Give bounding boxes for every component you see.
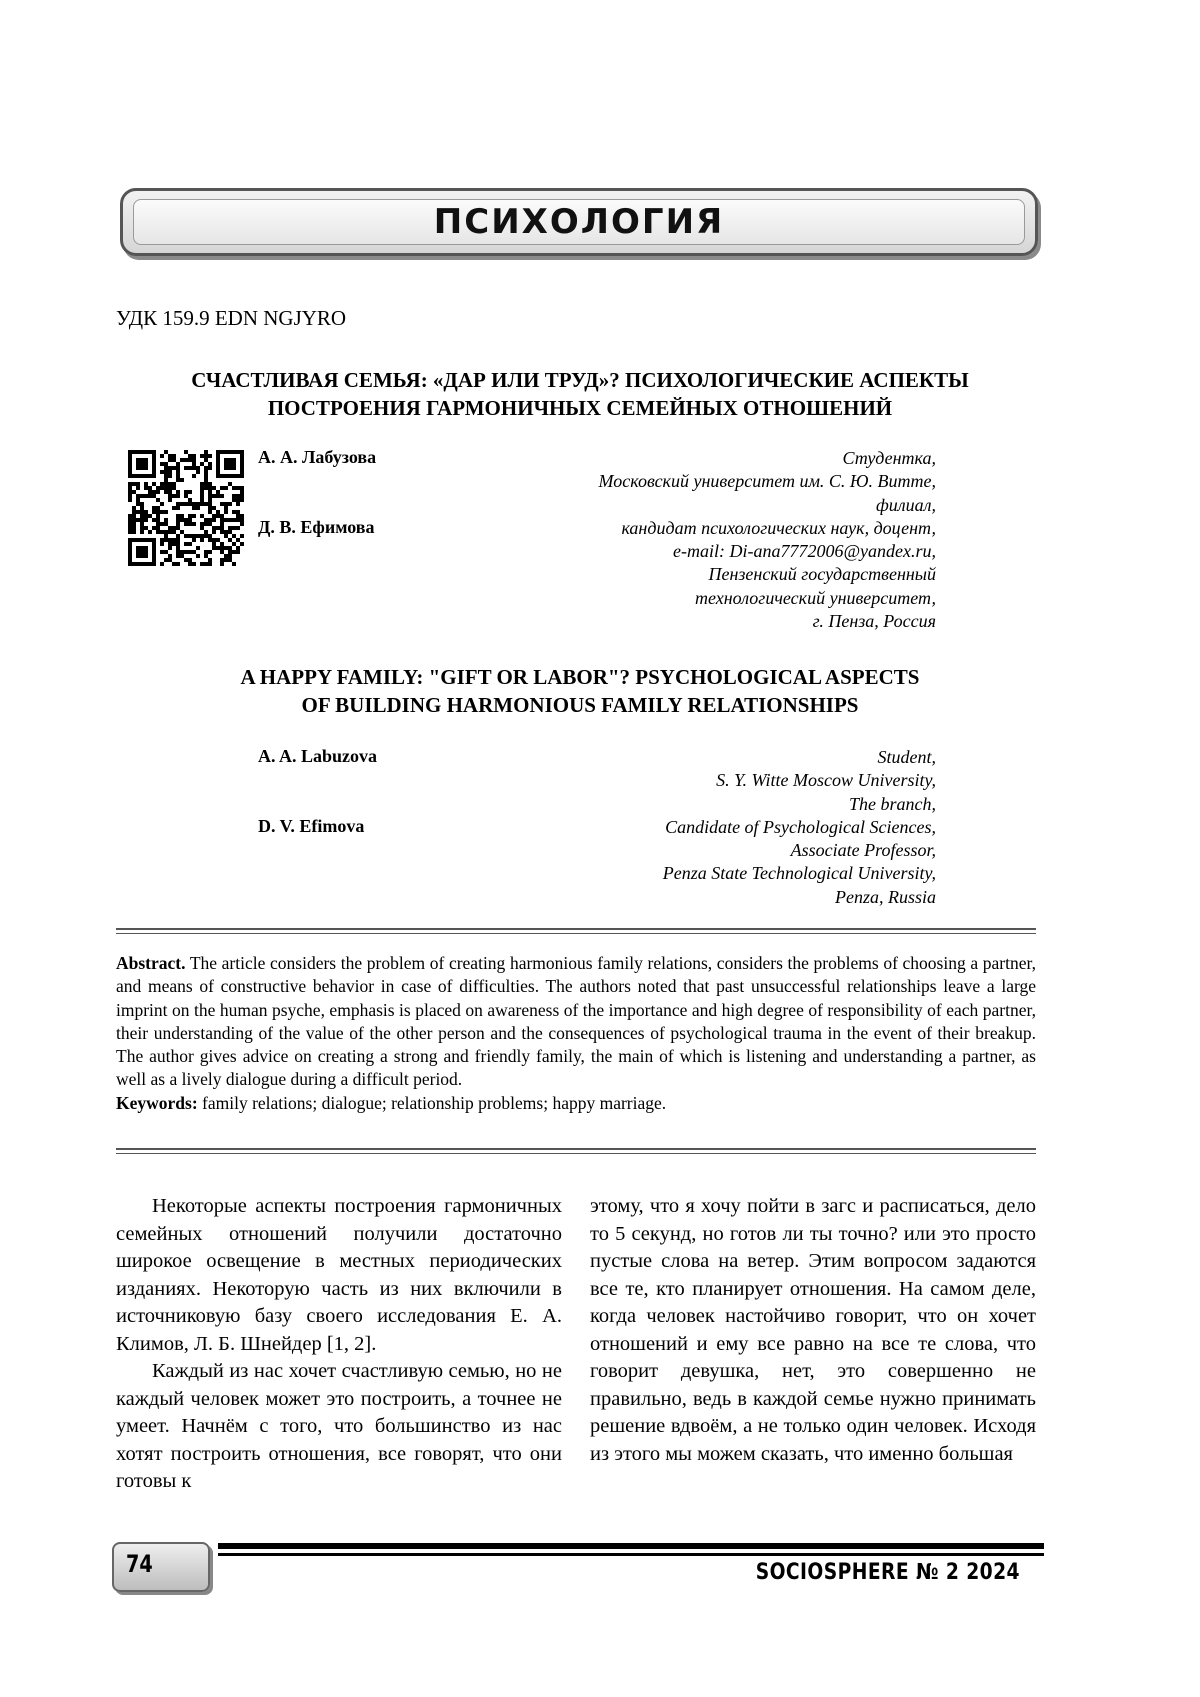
- udk-code: УДК 159.9 EDN NGJYRO: [116, 306, 347, 330]
- article-title-en: [110, 663, 1050, 719]
- page-number-box: [112, 1542, 210, 1592]
- body-paragraph: Некоторые аспекты построения гармоничных семейных отношений получили достаточно широкое освещение в местных периодических изданиях. Некоторую часть из них включили в источниковую базу своего исследования Е. А. Климов, Л. Б. Шнейдер [1, 2].: [116, 1195, 562, 1355]
- abstract-bottom-rule: [116, 1148, 1036, 1150]
- article-title-ru: [110, 366, 1050, 422]
- body-paragraph: Каждый из нас хочет счастливую семью, но не каждый человек может это построить, а точнее не умеет. Начнём с того, что большинство из нас хотят построить отношения, все говорят, что они готовы к: [116, 1360, 562, 1492]
- abstract-text: The article considers the problem of creating harmonious family relations, considers the problems of choosing a partner, and means of constructive behavior in case of difficulties. The authors noted that past unsuccessful relationships leave a large imprint on the human psyche, emphasis is placed on awareness of the importance and high degree of responsibility of each partner, their understanding of the value of the other person and the consequences of psychological trauma in the event of their breakup. The author gives advice on creating a strong and friendly family, the main of which is listening and understanding a partner, as well as a lively dialogue during a difficult period.: [116, 953, 1036, 1090]
- abstract-bottom-rule-thin: [116, 1153, 1036, 1154]
- keywords-label: Keywords:: [116, 1092, 198, 1113]
- body-column-left: [116, 1193, 562, 1496]
- footer-rule-thin: [218, 1553, 1044, 1556]
- page-number: 74: [126, 1550, 153, 1578]
- abstract-top-rule-thin: [116, 933, 1036, 934]
- affiliation-ru-line: кандидат психологических наук, доцент,: [621, 517, 936, 538]
- abstract-top-rule: [116, 928, 1036, 930]
- affiliation-ru-line: технологический университет,: [695, 587, 936, 608]
- author-en-2: D. V. Efimova: [258, 816, 365, 836]
- abstract-label: Abstract.: [116, 953, 186, 973]
- article-title-ru-line2: ПОСТРОЕНИЯ ГАРМОНИЧНЫХ СЕМЕЙНЫХ ОТНОШЕНИЙ: [267, 396, 893, 420]
- affiliation-ru-line: Московский университет им. С. Ю. Витте,: [598, 471, 936, 492]
- affiliation-ru-line: e-mail: Di-ana7772006@yandex.ru,: [672, 541, 936, 562]
- abstract: [116, 952, 1036, 1115]
- article-title-en-line1: A HAPPY FAMILY: "GIFT OR LABOR"? PSYCHOLOGICAL ASPECTS: [240, 665, 920, 689]
- article-title-ru-line1: СЧАСТЛИВАЯ СЕМЬЯ: «ДАР ИЛИ ТРУД»? ПСИХОЛОГИЧЕСКИЕ АСПЕКТЫ: [191, 368, 969, 392]
- body-paragraph: этому, что я хочу пойти в загс и расписаться, дело то 5 секунд, но готов ли ты точно? или это просто пустые слова на ветер. Этим вопросом задаются все те, кто планирует отношения. На самом деле, когда человек настойчиво говорит, что он хочет отношений и ему все равно на все те слова, что говорит девушка, нет, это совершенно не правильно, ведь в каждой семье нужно принимать решение вдвоём, а не только один человек. Исходя из этого мы можем сказать, что именно большая: [590, 1195, 1036, 1465]
- affiliation-en-line: The branch,: [849, 793, 936, 814]
- article-title-en-line2: OF BUILDING HARMONIOUS FAMILY RELATIONSHIPS: [301, 693, 859, 717]
- affiliation-en-line: Penza State Technological University,: [662, 863, 936, 884]
- qr-code-icon: [128, 450, 244, 566]
- author-ru-1: А. А. Лабузова: [258, 447, 377, 467]
- affiliation-en-line: Associate Professor,: [790, 840, 936, 861]
- footer-rule-thick: [218, 1543, 1044, 1549]
- affiliation-ru-line: Студентка,: [842, 448, 936, 468]
- affiliation-ru-line: Пензенский государственный: [708, 564, 936, 585]
- body-column-right: [590, 1193, 1036, 1468]
- affiliation-en-line: Candidate of Psychological Sciences,: [665, 816, 936, 837]
- author-ru-2: Д. В. Ефимова: [258, 517, 375, 537]
- keywords-text: family relations; dialogue; relationship problems; happy marriage.: [197, 1092, 667, 1113]
- affiliation-ru-line: филиал,: [876, 494, 936, 515]
- journal-name: SOCIOSPHERE № 2 2024: [755, 1560, 1020, 1585]
- section-title: ПСИХОЛОГИЯ: [433, 202, 725, 242]
- author-en-1: A. A. Labuzova: [258, 746, 378, 766]
- section-banner: [120, 188, 1038, 256]
- affiliation-en-line: Penza, Russia: [835, 886, 936, 907]
- affiliation-en-line: Student,: [877, 747, 936, 767]
- affiliation-ru-line: г. Пенза, Россия: [812, 611, 936, 632]
- affiliation-en-line: S. Y. Witte Moscow University,: [716, 770, 936, 791]
- affiliation-ru: [480, 447, 936, 633]
- affiliation-en: [480, 746, 936, 909]
